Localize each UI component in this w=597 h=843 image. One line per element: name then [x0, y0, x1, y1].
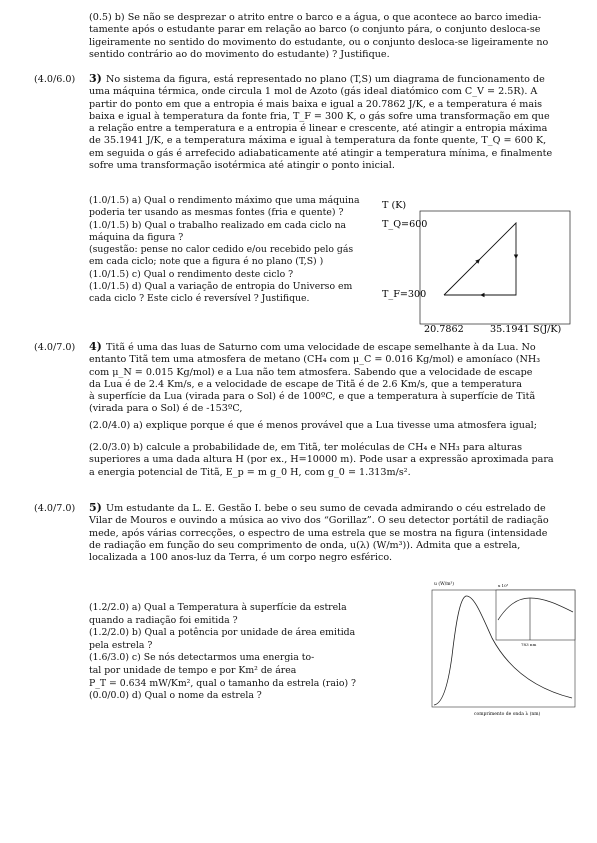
inset-peak-label: 783 nm [521, 642, 537, 647]
q3-item-a: (1.0/1.5) a) Qual o rendimento máximo que uma máquina [89, 195, 360, 206]
tq-label-text: T_Q=600 [382, 219, 428, 230]
q3-hint: (sugestão: pense no calor cedido e/ou recebido pelo gás [89, 244, 354, 256]
q2-tail-paragraph [89, 12, 569, 61]
q3-items [89, 195, 379, 306]
spectrum-x-label: comprimento de onda λ (nm) [474, 712, 541, 716]
text-line: à superfície da Lua (virada para o Sol) é de 100ºC, e que a temperatura à superfície de Titã [89, 391, 536, 403]
q4-score: (4.0/7.0) [34, 342, 76, 353]
q5-item-a: (1.2/2.0) a) Qual a Temperatura à superfície da estrela [89, 602, 347, 613]
cycle-arrow [514, 255, 518, 260]
text-line: P_T = 0.634 mW/Km², qual o tamanho da estrela (raio) ? [89, 677, 357, 689]
q5-intro [89, 503, 569, 564]
text-line: No sistema da figura, está representado no plano (T,S) um diagrama de funcionamento de [106, 74, 545, 85]
s-max-label: 35.1941 [490, 324, 530, 335]
tf-label [382, 289, 426, 300]
text-line: sentido contrário ao do movimento do estudante) ? Justifique. [89, 48, 390, 60]
text-line: em cada ciclo; note que a figura é no plano (T,S) ) [89, 256, 324, 268]
text-line: baixa e igual à temperatura da fonte fria, T_F = 300 K, o gás sofre uma transformação em que [89, 110, 550, 122]
inset-frame [496, 590, 575, 640]
q5-number: 5) [89, 501, 102, 514]
text-line: Um estudante da L. E. Gestão I. bebe o seu sumo de cevada admirando o céu estrelado de [106, 503, 546, 514]
text-line: cada ciclo ? Este ciclo é reversível ? Justifique. [89, 293, 310, 305]
text-line: quando a radiação foi emitida ? [89, 614, 238, 626]
q4-intro [89, 342, 569, 416]
text-line: a energia potencial de Titã, E_p = m g_0 H, com g_0 = 1.313m/s². [89, 466, 411, 478]
text-line: a relação entre a temperatura e a entropia é linear e crescente, até atingir a entropia máxima [89, 123, 548, 135]
text-line: poderia ter usando as mesmas fontes (fria e quente) ? [89, 207, 344, 219]
spectrum-y-label: u (W/m³) [434, 582, 455, 587]
q5-score: (4.0/7.0) [34, 503, 76, 514]
q3-intro [89, 74, 569, 172]
text-line: entanto Titã tem uma atmosfera de metano (CH₄ com μ_C = 0.016 Kg/mol) e amoníaco (NH₃ [89, 354, 541, 366]
text-line: pela estrela ? [89, 639, 153, 651]
text-line: (virada para o Sol) é de -153ºC, [89, 403, 243, 415]
q3-item-d: (1.0/1.5) d) Qual a variação de entropia do Universo em [89, 281, 353, 293]
text-line: da Lua é de 2.4 Km/s, e a velocidade de escape de Titã é de 2.6 Km/s, que a temperatura [89, 378, 522, 390]
q3-number: 3) [89, 72, 102, 85]
text-line: máquina da figura ? [89, 231, 184, 243]
tq-label [382, 219, 427, 230]
text-line: em seguida o gás é arrefecido adiabaticamente até atingir a temperatura mínima, e finalmente [89, 147, 553, 159]
text-line: ligeiramente no sentido do movimento do estudante, ou o conjunto desloca-se ligeiramente no [89, 36, 549, 48]
text-line: de radiação em função do seu comprimento de onda, u(λ) (W/m³)). Admita que a estrela, [89, 539, 521, 551]
plot-frame [420, 211, 570, 324]
s-min-label: 20.7862 [424, 324, 464, 335]
text-line: de 35.1941 J/K, e a temperatura máxima e igual à temperatura da fonte quente, T_Q = 600 K, [89, 135, 547, 147]
text-line: uma máquina térmica, onde circula 1 mol de Azoto (gás ideal diatómico com C_V = 2.5R). A [89, 86, 538, 98]
text-line: superiores a uma dada altura H (por ex., H=10000 m). Pode usar a expressão aproximada para [89, 454, 554, 466]
q5-item-b: (1.2/2.0) b) Qual a potência por unidade de área emitida [89, 627, 356, 639]
text-line: Vilar de Mouros e ouvindo a música ao vivo dos “Gorillaz”. O seu detector portátil de radiação [89, 515, 549, 527]
text-line: Titã é uma das luas de Saturno com uma velocidade de escape semelhante à da Lua. No [106, 342, 536, 353]
q3-item-b: (1.0/1.5) b) Qual o trabalho realizado em cada ciclo na [89, 219, 347, 231]
cycle-arrow [480, 293, 485, 297]
q5-item-c: (1.6/3.0) c) Se nós detectarmos uma energia to- [89, 652, 315, 664]
tf-label-text: T_F=300 [382, 289, 427, 300]
text-line: tamente após o estudante parar em relação ao barco (o conjunto pára, o conjunto desloca-se [89, 24, 541, 36]
inset-exponent: x 10³ [498, 583, 509, 588]
text-line: (0.5) b) Se não se desprezar o atrito entre o barco e a água, o que acontece ao barco imedia- [89, 12, 542, 23]
text-line: partir do ponto em que a entropia é mais baixa e igual a 20.7862 J/K, e a temperatura é mais [89, 98, 543, 110]
text-line: sofre uma transformação isotérmica até atingir o ponto inicial. [89, 160, 395, 172]
text-line: (2.0/3.0) b) calcule a probabilidade de, em Titã, ter moléculas de CH₄ e NH₃ para alturas [89, 442, 523, 453]
text-line: localizada a 100 anos-luz da Terra, é um corpo negro esférico. [89, 552, 392, 564]
q4-number: 4) [89, 340, 102, 353]
x-axis-label: S(J/K) [533, 324, 562, 335]
ts-diagram [378, 197, 578, 337]
q5-items [89, 602, 379, 703]
text-line: com μ_N = 0.015 Kg/mol) e a Lua não tem atmosfera. Sabendo que a velocidade de escape [89, 366, 533, 378]
text-line: mede, após várias correcções, o espectro de uma estrela que se mostra na figura (intensidade [89, 527, 548, 539]
y-axis-label: T (K) [382, 200, 407, 211]
text-line: tal por unidade de tempo e por Km² de área [89, 664, 297, 676]
q3-item-c: (1.0/1.5) c) Qual o rendimento deste ciclo ? [89, 268, 294, 280]
q5-item-d: (0.0/0.0) d) Qual o nome da estrela ? [89, 690, 262, 702]
q3-score: (4.0/6.0) [34, 74, 76, 85]
spectrum-figure [412, 576, 582, 716]
q4-item-a: (2.0/4.0) a) explique porque é que é menos provável que a Lua tivesse uma atmosfera igual; [89, 420, 537, 431]
q4-item-b [89, 442, 569, 479]
